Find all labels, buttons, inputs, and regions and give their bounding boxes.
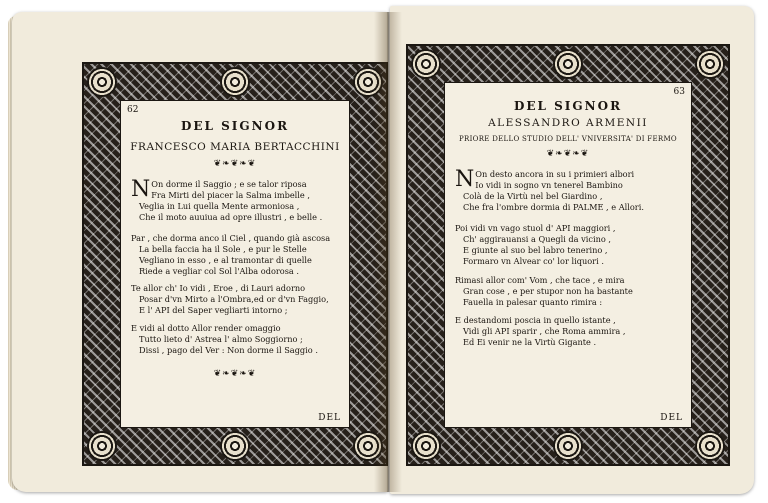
left-page — [12, 12, 388, 492]
drop-capital: N — [131, 177, 151, 202]
stanza-1 — [455, 169, 683, 213]
rosette-icon — [87, 67, 117, 97]
verse-line: E destandomi poscia in quello istante , — [455, 315, 616, 325]
rosette-icon — [220, 431, 250, 461]
verse-line: E vidi al dotto Allor render omaggio — [131, 323, 281, 333]
rosette-icon — [87, 431, 117, 461]
stanza-4 — [131, 323, 341, 356]
verse-line: Dissi , pago del Ver : Non dorme il Saggio . — [139, 345, 318, 355]
page-number: 63 — [673, 87, 685, 97]
open-book — [8, 4, 758, 498]
verse-line: Riede a vegliar col Sol l'Alba odorosa . — [139, 266, 300, 276]
author-name: FRANCESCO MARIA BERTACCHINI — [130, 141, 340, 153]
rosette-icon — [411, 49, 441, 79]
verse-line: Ch' aggirauansi a Quegli da vicino , — [463, 234, 611, 244]
verse-line: On dorme il Saggio ; e se talor riposa — [151, 179, 307, 189]
stanza-3 — [131, 283, 341, 316]
drop-capital: N — [455, 167, 475, 192]
verse-line: E giunte al suo bel labro tenerino , — [463, 245, 608, 255]
rosette-icon — [553, 431, 583, 461]
ornament-icon: ❦❧❦❧❦ — [546, 149, 590, 159]
verse-line: Tutto lieto d' Astrea l' almo Soggiorno ; — [139, 334, 303, 344]
verse-line: Io vidi in sogno vn tenerel Bambino — [475, 180, 623, 190]
stanza-4 — [455, 315, 683, 348]
left-woodcut-frame — [82, 62, 388, 466]
verse-line: Fra Mirti del piacer la Salma imbelle , — [151, 190, 310, 200]
verse-line: Ed Ei venir ne la Virtù Gigante . — [463, 337, 597, 347]
verse-line: Che il moto auuiua ad opre illustri , e belle . — [139, 212, 323, 222]
verse-line: La bella faccia ha il Sole , e pur le Stelle — [139, 244, 307, 254]
catchword: DEL — [660, 413, 683, 423]
book-gutter — [374, 12, 402, 492]
page-title: DEL SIGNOR — [513, 99, 623, 113]
author-name: ALESSANDRO ARMENII — [488, 117, 648, 129]
verse-line: Formaro vn Alvear co' lor liquori . — [463, 256, 604, 266]
verse-line: On desto ancora in su i primieri albori — [475, 169, 635, 179]
stanza-2 — [455, 223, 683, 267]
verse-line: Par , che dorma anco il Ciel , quando già ascosa — [131, 233, 331, 243]
stanza-1 — [131, 179, 341, 223]
ornament-icon: ❦❧❦❧❦ — [213, 369, 257, 379]
verse-line: Che fra l'ombre dormia di PALME , e Allori. — [463, 202, 644, 212]
left-text-panel — [120, 100, 350, 428]
verse-line: Veglia in Lui quella Mente armoniosa , — [139, 201, 300, 211]
verse-line: E l' API del Saper vegliarti intorno ; — [139, 305, 288, 315]
verse-line: Gran cose , e per stupor non ha bastante — [463, 286, 633, 296]
rosette-icon — [220, 67, 250, 97]
verse-line: Poi vidi vn vago stuol d' API maggiori , — [455, 223, 616, 233]
page-number: 62 — [127, 105, 139, 115]
rosette-icon — [553, 49, 583, 79]
page-title: DEL SIGNOR — [180, 119, 290, 133]
catchword: DEL — [318, 413, 341, 423]
rosette-icon — [411, 431, 441, 461]
right-woodcut-frame — [406, 44, 730, 466]
ornament-icon: ❦❧❦❧❦ — [213, 159, 257, 169]
stanza-3 — [455, 275, 683, 308]
rosette-icon — [695, 431, 725, 461]
verse-line: Posar d'vn Mirto a l'Ombra,ed or d'vn Faggio, — [139, 294, 329, 304]
verse-line: Vidi gli API sparir , che Roma ammira , — [463, 326, 626, 336]
right-text-panel — [444, 82, 692, 428]
verse-line: Vegliano in esso , e al tramontar di quelle — [139, 255, 312, 265]
right-page — [390, 6, 754, 494]
stanza-2 — [131, 233, 341, 277]
verse-line: Te allor ch' Io vidi , Eroe , di Lauri adorno — [131, 283, 306, 293]
verse-line: Fauella in palesar quanto rimira : — [463, 297, 603, 307]
verse-line: Colà de la Virtù nel bel Giardino , — [463, 191, 603, 201]
author-role: PRIORE DELLO STUDIO DELL' VNIVERSITA' DI FERMO — [459, 135, 677, 143]
verse-line: Rimasi allor com' Vom , che tace , e mira — [455, 275, 625, 285]
rosette-icon — [695, 49, 725, 79]
